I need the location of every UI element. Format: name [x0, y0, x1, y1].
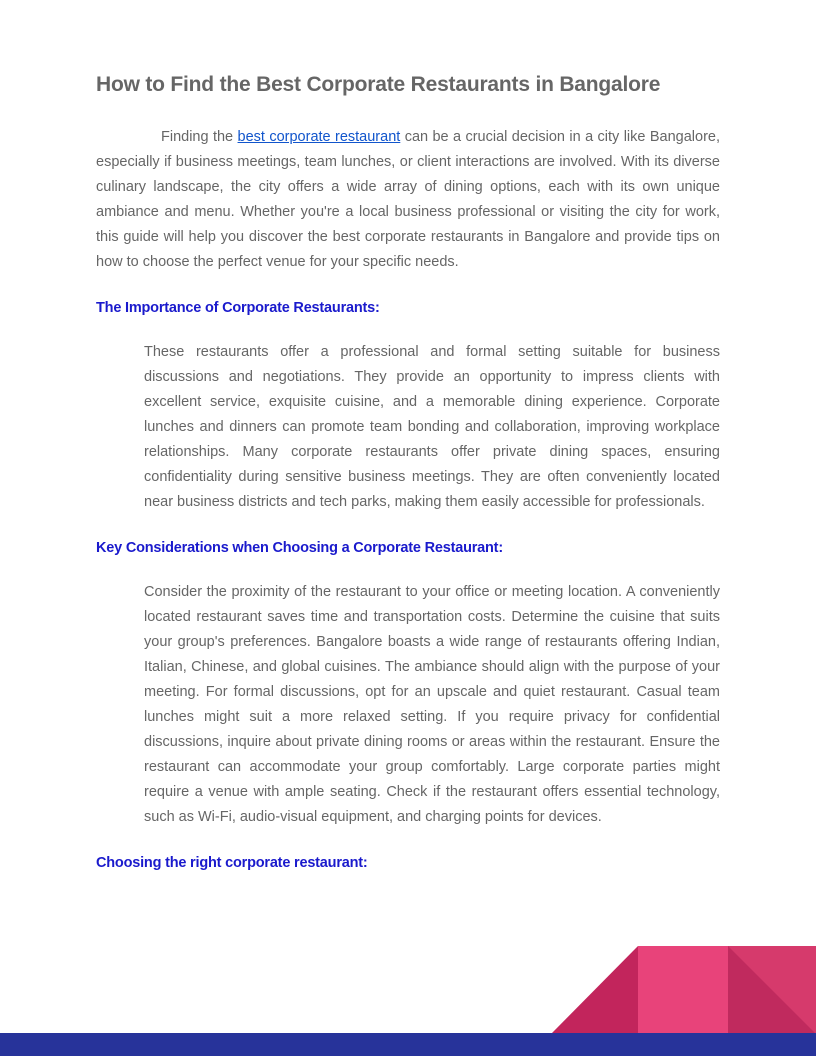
best-corporate-restaurant-link[interactable]: best corporate restaurant: [237, 129, 401, 145]
deco-triangle-left: [551, 946, 638, 1034]
intro-paragraph: [96, 125, 720, 275]
section-heading-importance: The Importance of Corporate Restaurants:: [96, 300, 380, 316]
decorative-corner-shapes: [540, 940, 816, 1034]
section-body-importance: These restaurants offer a professional and formal setting suitable for business discussions and negotiations. They provide an opportunity to impress clients with excellent service, exquisite cuisine, and a memorable dining experience. Corporate lunches and dinners can promote team bonding and collaboration, improving workplace relationships. Many corporate restaurants offer private dining spaces, ensuring confidentiality during sensitive business meetings. They are often conveniently located near business districts and tech parks, making them easily accessible for professionals.: [144, 344, 720, 510]
footer-bar: [0, 1033, 816, 1056]
deco-pink-block: [638, 946, 728, 1034]
intro-text-after-link: can be a crucial decision in a city like Bangalore, especially if business meetings, team lunches, or client interactions are involved. With its diverse culinary landscape, the city offers a wide array of dining options, each with its own unique ambiance and menu. Whether you're a local business professional or visiting the city for work, this guide will help you discover the best corporate restaurants in Bangalore and provide tips on how to choose the perfect venue for your specific needs.: [96, 129, 720, 270]
section-body-key-considerations: Consider the proximity of the restaurant to your office or meeting location. A conveniently located restaurant saves time and transportation costs. Determine the cuisine that suits your group's preferences. Bangalore boasts a wide range of restaurants offering Indian, Italian, Chinese, and global cuisines. The ambiance should align with the purpose of your meeting. For formal discussions, opt for an upscale and quiet restaurant. Casual team lunches might suit a more relaxed setting. If you require privacy for confidential discussions, inquire about private dining rooms or areas within the restaurant. Ensure the restaurant can accommodate your group comfortably. Large corporate parties might require a venue with ample seating. Check if the restaurant offers essential technology, such as Wi-Fi, audio-visual equipment, and charging points for devices.: [144, 584, 720, 825]
section-heading-key-considerations: Key Considerations when Choosing a Corporate Restaurant:: [96, 540, 503, 556]
intro-text-before-link: Finding the: [161, 129, 238, 145]
section-heading-choosing: Choosing the right corporate restaurant:: [96, 855, 368, 871]
page-title: How to Find the Best Corporate Restaurants in Bangalore: [96, 73, 661, 96]
